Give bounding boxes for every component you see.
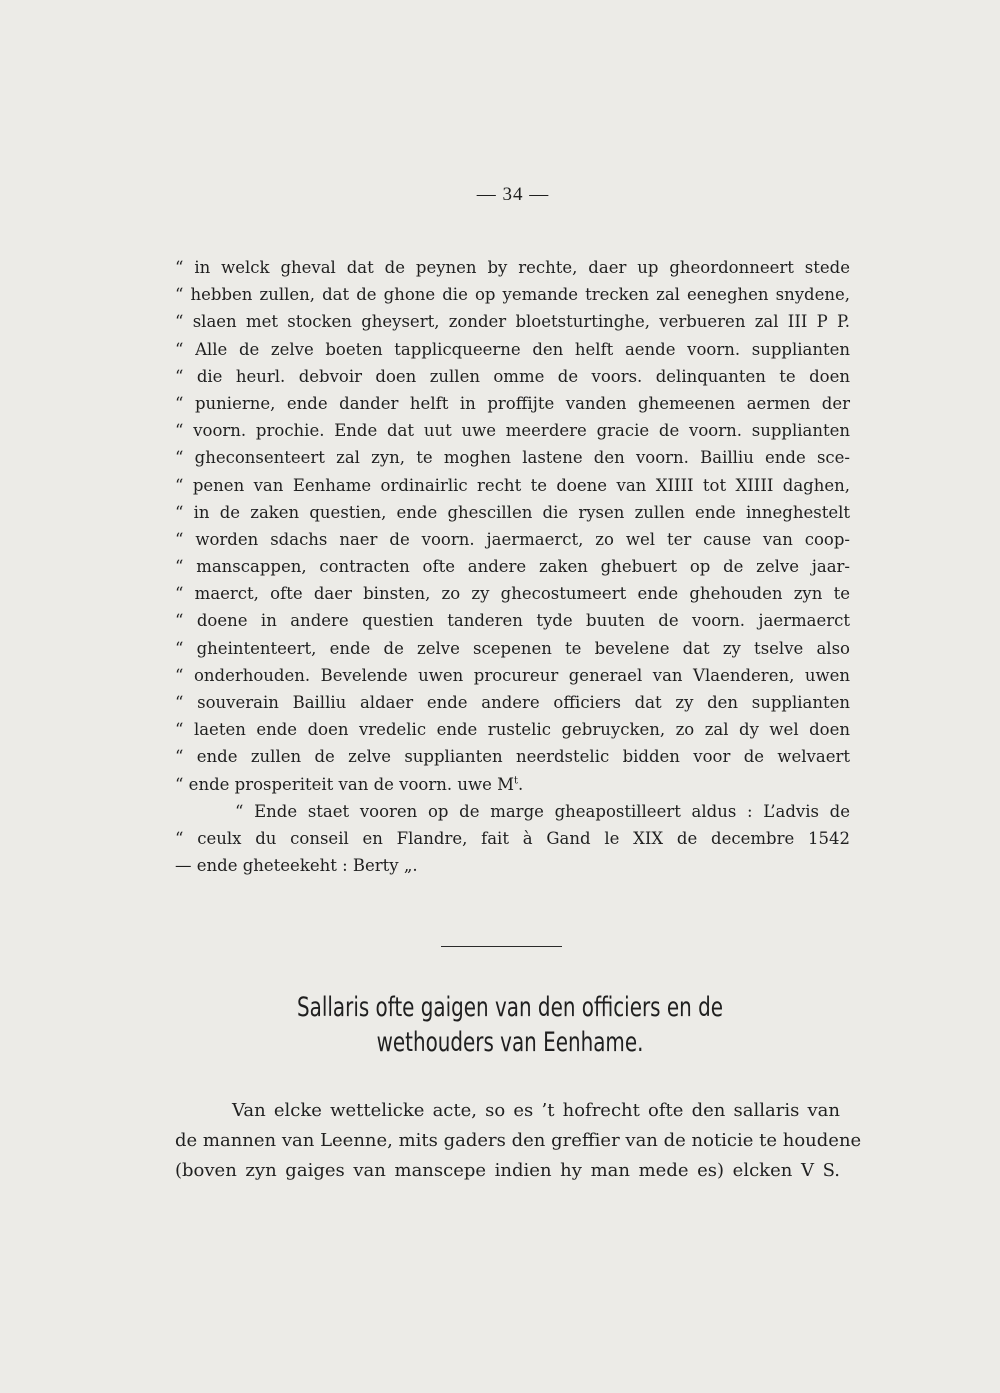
text-line: “ worden sdachs naer de voorn. jaermaerct, zo wel ter cause van coop- xyxy=(175,529,850,549)
text-line: Van elcke wettelicke acte, so es ’t hofrecht ofte den sallaris van xyxy=(232,1100,840,1121)
text-line: “ die heurl. debvoir doen zullen omme de voors. delinquanten te doen xyxy=(175,366,850,386)
section-title xyxy=(215,990,805,1060)
text-line: “ maerct, ofte daer binsten, zo zy ghecostumeert ende ghehouden zyn te xyxy=(175,584,850,604)
text-line: “ in de zaken questien, ende ghescillen die rysen zullen ende inneghestelt xyxy=(175,502,850,522)
text-line: “ ende zullen de zelve supplianten neerdstelic bidden voor de welvaert xyxy=(175,747,850,767)
text-line: “ onderhouden. Bevelende uwen procureur generael van Vlaenderen, uwen xyxy=(175,665,850,685)
section-title-line: Sallaris ofte gaigen van den officiers en de xyxy=(297,992,723,1023)
text-line: de mannen van Leenne, mits gaders den greffier van de noticie te houdene xyxy=(175,1130,862,1151)
superscript: t xyxy=(513,775,519,787)
section-title-line: wethouders van Eenhame. xyxy=(376,1027,644,1058)
section-divider xyxy=(441,946,562,947)
text-line: “ hebben zullen, dat de ghone die op yemande trecken zal eeneghen snydene, xyxy=(175,285,850,305)
text-line: “ Alle de zelve boeten tapplicqueerne den helft aende voorn. supplianten xyxy=(175,339,850,359)
text-line-end: . xyxy=(518,774,524,794)
text-line: “ Ende staet vooren op de marge gheapostilleert aldus : L’advis de xyxy=(235,801,850,821)
text-line: “ ceulx du conseil en Flandre, fait à Gand le XIX de decembre 1542 xyxy=(175,828,850,848)
text-line: — ende gheteekeht : Berty „. xyxy=(175,856,418,876)
text-line xyxy=(175,771,850,798)
text-line: “ slaen met stocken gheysert, zonder bloetsturtinghe, verbueren zal III P P. xyxy=(175,312,850,332)
quoted-text-block xyxy=(175,254,850,879)
text-line-content: “ ende prosperiteit van de voorn. uwe M xyxy=(175,774,514,794)
text-line: “ gheconsenteert zal zyn, te moghen lastene den voorn. Bailliu ende sce- xyxy=(175,448,850,468)
text-line: “ laeten ende doen vredelic ende rustelic gebruycken, zo zal dy wel doen xyxy=(175,720,850,740)
text-line: (boven zyn gaiges van manscepe indien hy man mede es) elcken V S. xyxy=(175,1160,840,1181)
body-text-block xyxy=(175,1096,862,1186)
text-line: “ gheintenteert, ende de zelve scepenen te bevelene dat zy tselve also xyxy=(175,638,850,658)
page-number: — 34 — xyxy=(476,184,550,205)
text-line: “ punierne, ende dander helft in proffijte vanden ghemeenen aermen der xyxy=(175,393,850,413)
text-line: “ doene in andere questien tanderen tyde buuten de voorn. jaermaerct xyxy=(175,611,850,631)
text-line: “ voorn. prochie. Ende dat uut uwe meerdere gracie de voorn. supplianten xyxy=(175,421,850,441)
text-line: “ souverain Bailliu aldaer ende andere officiers dat zy den supplianten xyxy=(175,693,850,712)
text-line: “ in welck gheval dat de peynen by rechte, daer up gheordonneert stede xyxy=(175,258,850,277)
text-line: “ penen van Eenhame ordinairlic recht te doene van XIIII tot XIIII daghen, xyxy=(175,475,850,495)
text-line: “ manscappen, contracten ofte andere zaken ghebuert op de zelve jaar- xyxy=(175,557,850,577)
